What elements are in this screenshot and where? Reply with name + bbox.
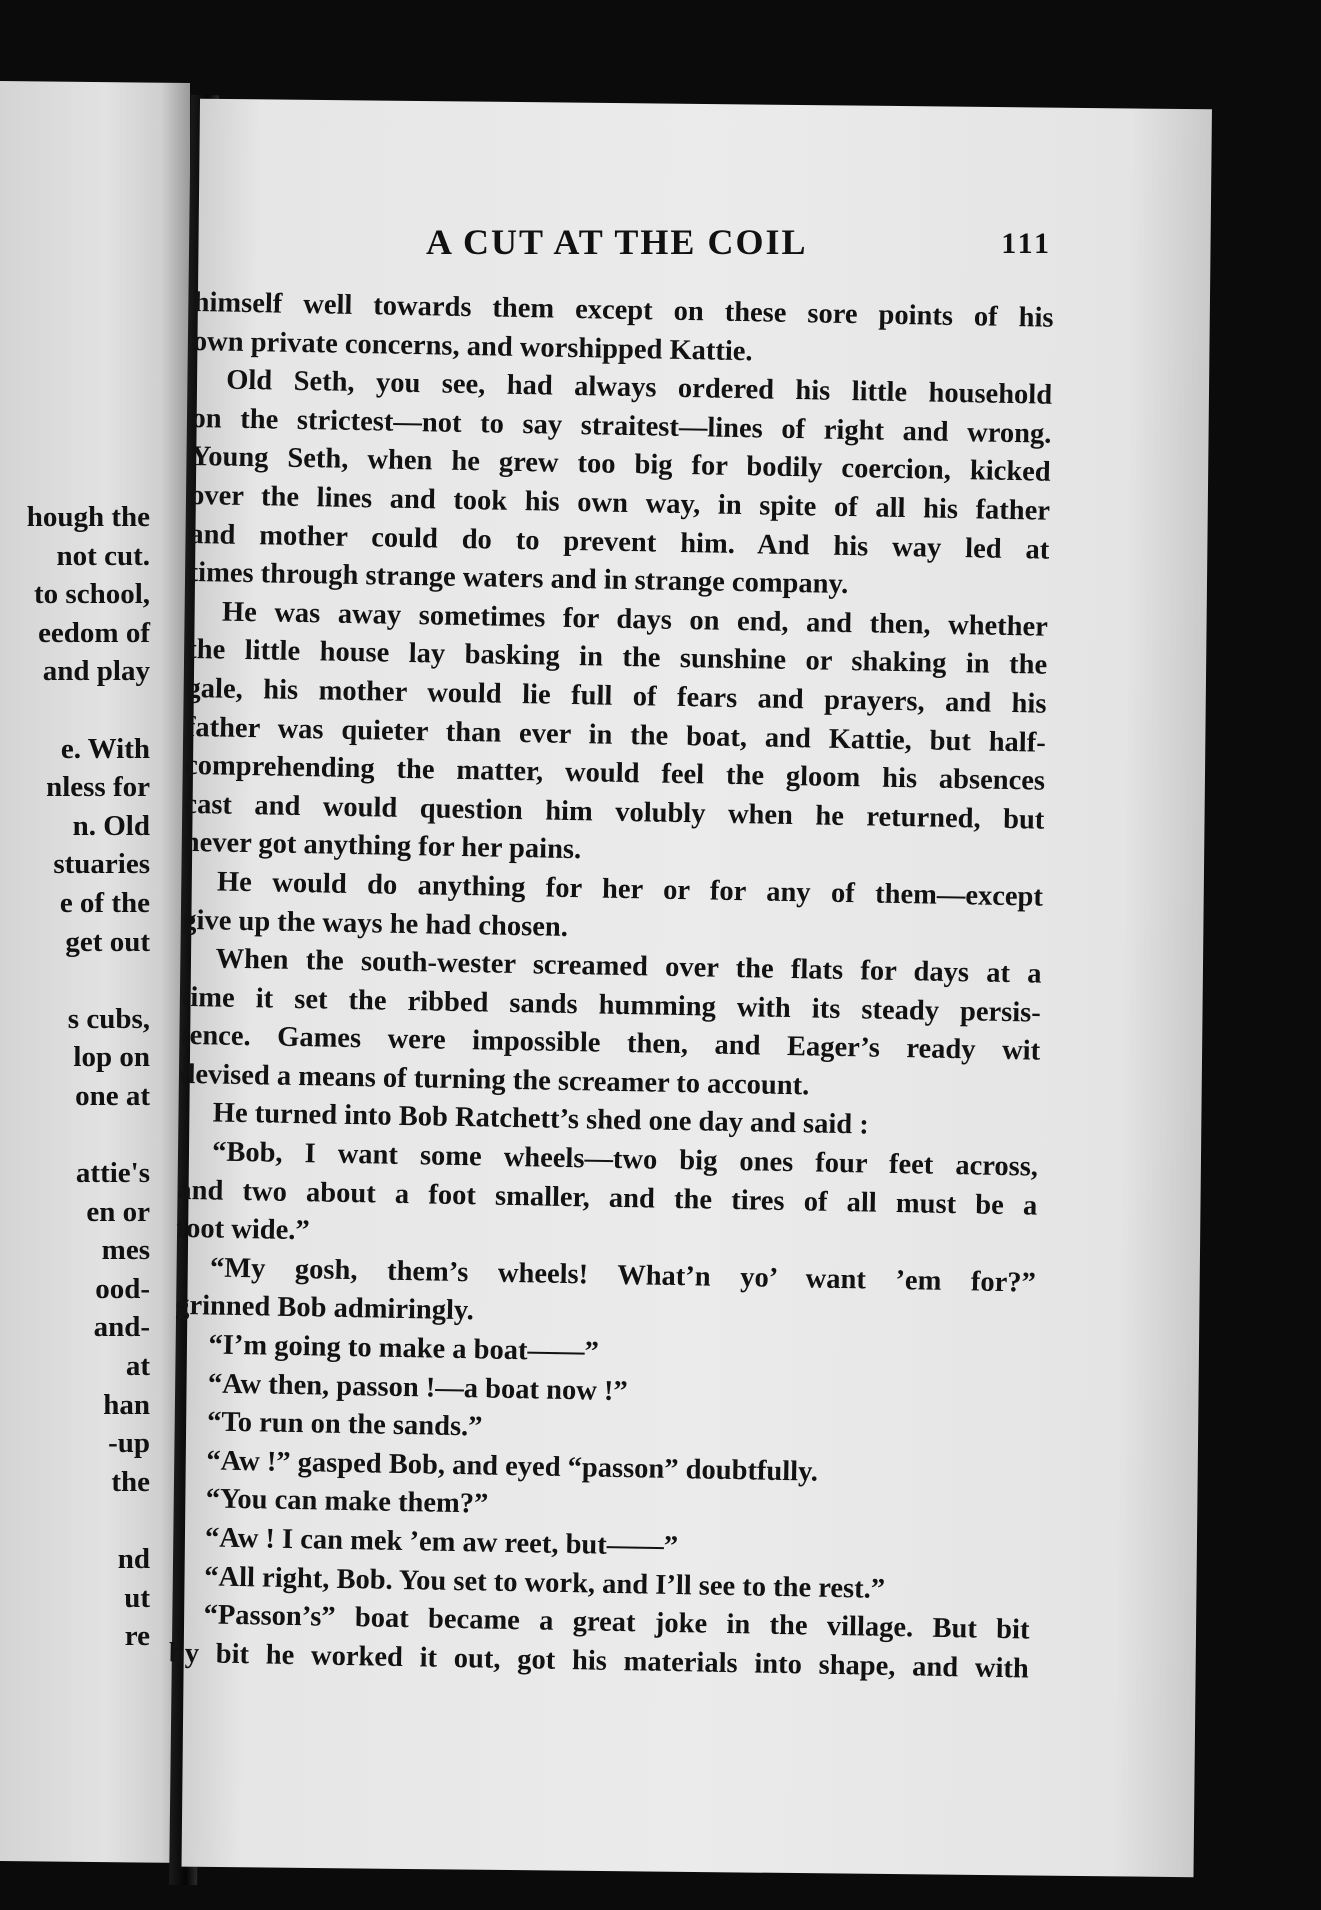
previous-page-line: attie's	[75, 1157, 150, 1190]
text-line: on the strictest—not to say straitest—lines of right and wrong.	[191, 402, 1052, 450]
text-line: “Aw then, passon !—a boat now !”	[207, 1368, 628, 1407]
previous-page-line: e of the	[59, 886, 150, 919]
previous-page-line	[0, 691, 150, 730]
text-line: comprehending the matter, would feel the gloom his absences	[184, 750, 1046, 797]
text-line: “My gosh, them’s wheels! What’n yo’ want ’em for?”	[209, 1252, 1037, 1299]
page-number: 111	[1001, 227, 1052, 260]
text-line: Old Seth, you see, had always ordered his little household	[225, 364, 1053, 411]
previous-page-line: e. With	[60, 732, 150, 765]
text-line: “I’m going to make a boat——”	[208, 1329, 600, 1368]
text-line: gale, his mother would lie full of fears and prayers, and his	[186, 672, 1047, 720]
previous-page-line: ut	[124, 1581, 150, 1614]
previous-page-line	[0, 1501, 150, 1540]
text-line: himself well towards them except on these sore points of his	[193, 286, 1054, 334]
page-header	[426, 221, 1066, 267]
previous-page-line: get out	[65, 925, 150, 958]
running-title: A CUT AT THE COIL	[426, 222, 808, 262]
text-line: “To run on the sands.”	[206, 1406, 483, 1443]
previous-page-text-fragment	[0, 498, 150, 1656]
text-line: He turned into Bob Ratchett’s shed one day and said :	[212, 1097, 870, 1141]
previous-page-line: and-	[93, 1311, 150, 1344]
text-line: He was away sometimes for days on end, and then, whether	[221, 596, 1049, 643]
text-line: He would do anything for her or for any of them—except	[216, 866, 1044, 913]
text-line: father was quieter than ever in the boat, and Kattie, but half-	[185, 711, 1047, 759]
previous-page-line: mes	[101, 1234, 150, 1267]
text-line: devised a means of turning the screamer to account.	[179, 1058, 810, 1102]
previous-page-line	[0, 1116, 150, 1155]
previous-page-line: eedom of	[38, 616, 150, 649]
text-line: “Aw ! I can mek ’em aw reet, but——”	[204, 1522, 679, 1563]
text-line: and two about a foot smaller, and the tires of all must be a	[177, 1174, 1038, 1222]
text-line: give up the ways he had chosen.	[182, 904, 569, 943]
text-line: tence. Games were impossible then, and Eager’s ready wit	[179, 1020, 1041, 1067]
text-line: “Bob, I want some wheels—two big ones four feet across,	[211, 1136, 1039, 1183]
text-line: own private concerns, and worshipped Kattie.	[192, 325, 753, 367]
previous-page-line: at	[125, 1350, 150, 1383]
previous-page-line: nd	[117, 1543, 150, 1576]
text-line: time it set the ribbed sands humming with its steady persis-	[180, 981, 1042, 1029]
previous-page-line: to school,	[34, 578, 150, 611]
text-line: “Aw !” gasped Bob, and eyed “passon” doubtfully.	[206, 1445, 819, 1488]
previous-page-line: s cubs,	[67, 1002, 150, 1035]
text-line: cast and would question him volubly when he returned, but	[184, 788, 1045, 836]
text-line: over the lines and took his own way, in spite of all his father	[189, 479, 1051, 527]
previous-page-line	[0, 961, 150, 1000]
text-line: “Passon’s” boat became a great joke in the village. But bit	[203, 1599, 1030, 1646]
previous-page-line: -up	[108, 1427, 150, 1460]
text-line: foot wide.”	[176, 1213, 310, 1247]
text-line: Young Seth, when he grew too big for bodily coercion, kicked	[190, 441, 1051, 489]
previous-page-line: nless for	[46, 771, 150, 804]
previous-page-line: ood-	[95, 1272, 150, 1305]
text-line: “All right, Bob. You set to work, and I’ll see to the rest.”	[204, 1561, 886, 1605]
text-line: and mother could do to prevent him. And his way led at	[189, 518, 1050, 566]
text-line: times through strange waters and in strange company.	[188, 557, 849, 601]
previous-page-line: the	[111, 1465, 150, 1498]
previous-page-line: not cut.	[56, 539, 150, 572]
previous-page-line: one at	[75, 1079, 150, 1112]
previous-page-line: re	[124, 1620, 150, 1653]
text-line: the little house lay basking in the sunshine or shaking in the	[187, 634, 1048, 682]
previous-page-line: hough the	[26, 501, 150, 533]
previous-page-line: en or	[86, 1195, 150, 1228]
text-line: “You can make them?”	[205, 1483, 489, 1521]
previous-page-line: han	[103, 1388, 150, 1421]
text-line: grinned Bob admiringly.	[174, 1290, 475, 1327]
text-line: never got anything for her pains.	[183, 827, 582, 866]
previous-page-line: lop on	[73, 1041, 150, 1074]
body-text	[169, 284, 1054, 1689]
text-line: When the south-wester screamed over the flats for days at a	[215, 943, 1042, 990]
previous-page-line: and play	[42, 655, 150, 688]
previous-page-line: stuaries	[53, 848, 150, 881]
previous-page-line: n. Old	[72, 809, 150, 842]
text-line: by bit he worked it out, got his materials into shape, and with	[168, 1637, 1030, 1685]
